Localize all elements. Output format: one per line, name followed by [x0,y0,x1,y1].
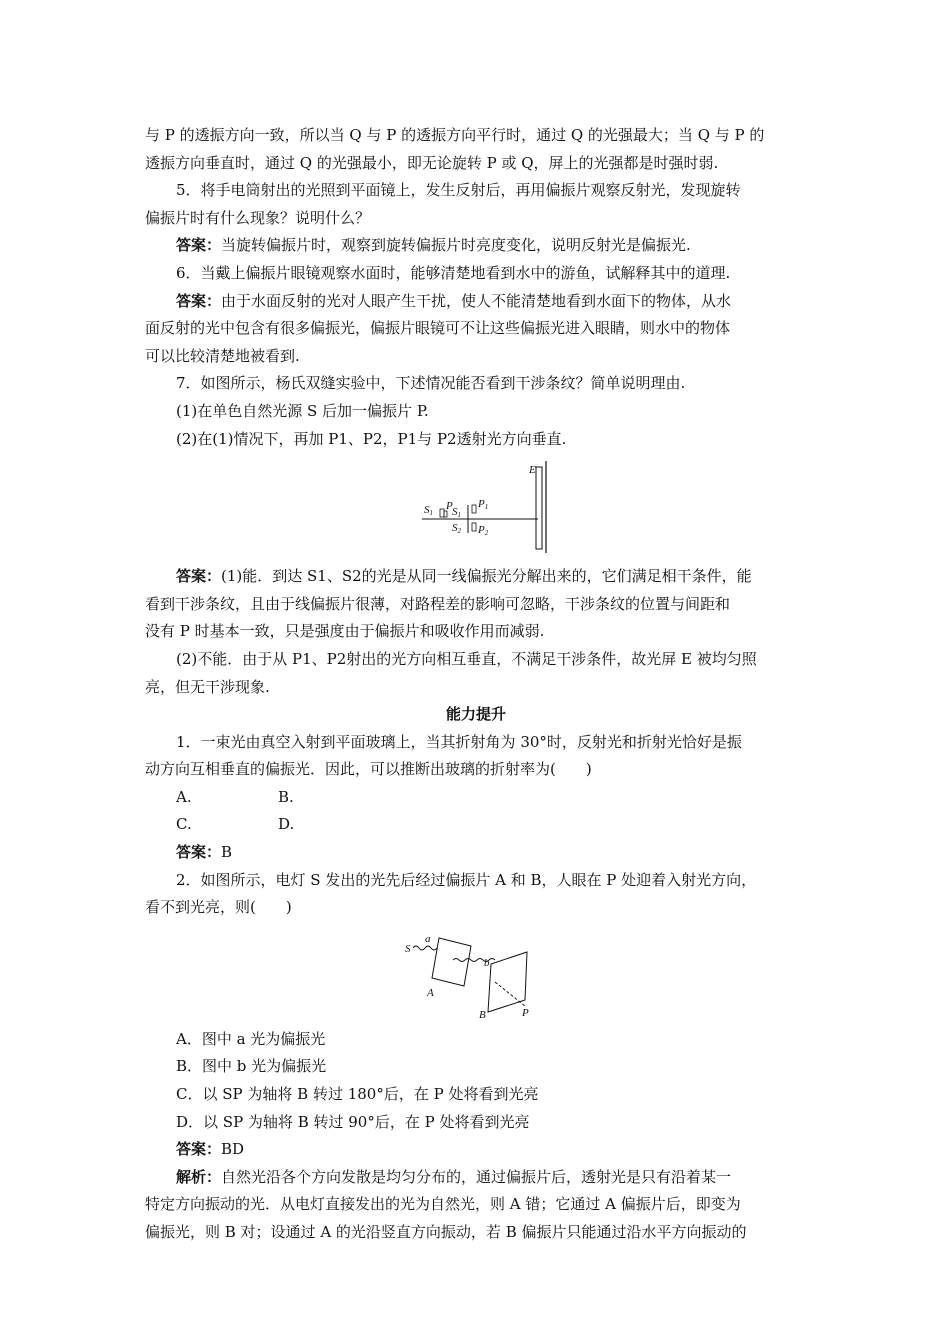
text-line: 没有 P 时基本一致，只是强度由于偏振片和吸收作用而减弱. [145,622,545,641]
screen-e [536,467,542,549]
question-n2: 2．如图所示，电灯 S 发出的光先后经过偏振片 A 和 B，人眼在 P 处迎着入射光方向， [176,870,757,889]
label-p: P [522,1006,529,1019]
double-slit-figure [376,459,576,557]
answer-5 [145,232,807,260]
option-c: C．以 SP 为轴将 B 转过 180°后，在 P 处将看到光亮 [176,1085,539,1104]
answer-label: 答案： [176,567,222,586]
answer-7 [145,563,807,591]
ray-to-p [495,982,525,1006]
label-a-polarizer: A [427,986,434,999]
answer-text: 由于水面反射的光对人眼产生干扰，使人不能清楚地看到水面下的物体，从水 [221,291,732,310]
slit-s1 [440,509,444,517]
option-b: B. [278,787,294,806]
answer-text: B [221,843,233,862]
answer-label: 答案： [176,1140,222,1159]
answer-n1 [145,839,807,867]
answer-label: 答案： [176,291,222,310]
question-6: 6．当戴上偏振片眼镜观察水面时，能够清楚地看到水中的游鱼，试解释其中的道理. [176,263,731,282]
label-p: P [446,500,453,513]
explanation [145,1164,807,1192]
text-line: 面反射的光中包含有很多偏振光，偏振片眼镜可不让这些偏振光进入眼睛，则水中的物体 [145,319,731,338]
question-7-part-2: (2)在(1)情况下，再加 P1、P2，P1与 P2透射光方向垂直. [176,429,567,448]
wavy-ray-a [413,946,437,950]
polarizer-p2 [472,523,476,531]
polarizer-figure [391,928,561,1020]
text-line: 透振方向垂直时，通过 Q 的光强最小，即无论旋转 P 或 Q，屏上的光强都是时强时弱. [145,153,719,172]
option-b: B．图中 b 光为偏振光 [176,1057,327,1076]
answer-6 [145,288,807,316]
label-a-light: a [425,932,431,945]
section-title: 能力提升 [445,705,506,724]
label-s1-slit: S1 [452,506,461,520]
text-line: 动方向互相垂直的偏振光．因此，可以推断出玻璃的折射率为( ) [145,760,592,779]
label-p2: P2 [478,524,489,538]
option-d: D．以 SP 为轴将 B 转过 90°后，在 P 处将看到光亮 [176,1112,530,1131]
answer-text: (1)能．到达 S1、S2的光是从同一线偏振光分解出来的，它们满足相干条件，能 [221,567,752,586]
option-c: C. [176,815,192,834]
answer-text: BD [221,1140,245,1159]
text-line: 看到干涉条纹，且由于线偏振片很薄，对路程差的影响可忽略，干涉条纹的位置与间距和 [145,594,731,613]
polarizer-p1 [472,505,476,513]
text-line: 特定方向振动的光．从电灯直接发出的光为自然光，则 A 错；它通过 A 偏振片后，即变为 [145,1195,741,1214]
answer-label: 答案： [176,236,222,255]
document-page [145,122,807,1247]
question-7-part-1: (1)在单色自然光源 S 后加一偏振片 P. [176,401,429,420]
answer-n2 [145,1136,807,1164]
answer-7-part-2: (2)不能．由于从 P1、P2射出的光方向相互垂直，不满足干涉条件，故光屏 E 被均匀照 [176,649,757,668]
explanation-text: 自然光沿各个方向发散是均匀分布的，通过偏振片后，透射光是只有沿着某一 [221,1167,732,1186]
text-line: 看不到光亮，则( ) [145,898,292,917]
options-row [145,811,807,839]
options-row [145,784,807,812]
option-a: A．图中 a 光为偏振光 [176,1029,326,1048]
polarizer-a [432,938,471,986]
label-e: E [529,464,536,477]
explanation-label: 解析： [176,1167,222,1186]
label-p1: P1 [478,498,489,512]
answer-label: 答案： [176,843,222,862]
label-s: S [405,942,411,955]
text-line: 偏振光，则 B 对；设通过 A 的光沿竖直方向振动，若 B 偏振片只能通过沿水平方向振动的 [145,1223,747,1241]
question-7: 7．如图所示，杨氏双缝实验中，下述情况能否看到干涉条纹？简单说明理由. [176,374,686,393]
label-b-light: b [484,956,490,969]
question-5: 5．将手电筒射出的光照到平面镜上，发生反射后，再用偏振片观察反射光，发现旋转 [176,181,741,200]
polarizer-b [488,952,527,1012]
label-b-polarizer: B [479,1008,486,1020]
label-s1: S1 [424,504,433,518]
text-line: 亮，但无干涉现象. [145,677,270,696]
label-s2-slit: S2 [452,522,461,536]
question-n1: 1．一束光由真空入射到平面玻璃上，当其折射角为 30°时，反射光和折射光恰好是振 [176,732,742,751]
text-line: 可以比较清楚地被看到. [145,346,300,365]
text-line: 与 P 的透振方向一致，所以当 Q 与 P 的透振方向平行时，通过 Q 的光强最大；当 Q 与 P 的 [145,126,765,144]
option-a: A. [176,787,192,806]
answer-text: 当旋转偏振片时，观察到旋转偏振片时亮度变化，说明反射光是偏振光. [221,236,691,255]
text-line: 偏振片时有什么现象？说明什么？ [145,208,371,227]
option-d: D. [278,815,295,834]
